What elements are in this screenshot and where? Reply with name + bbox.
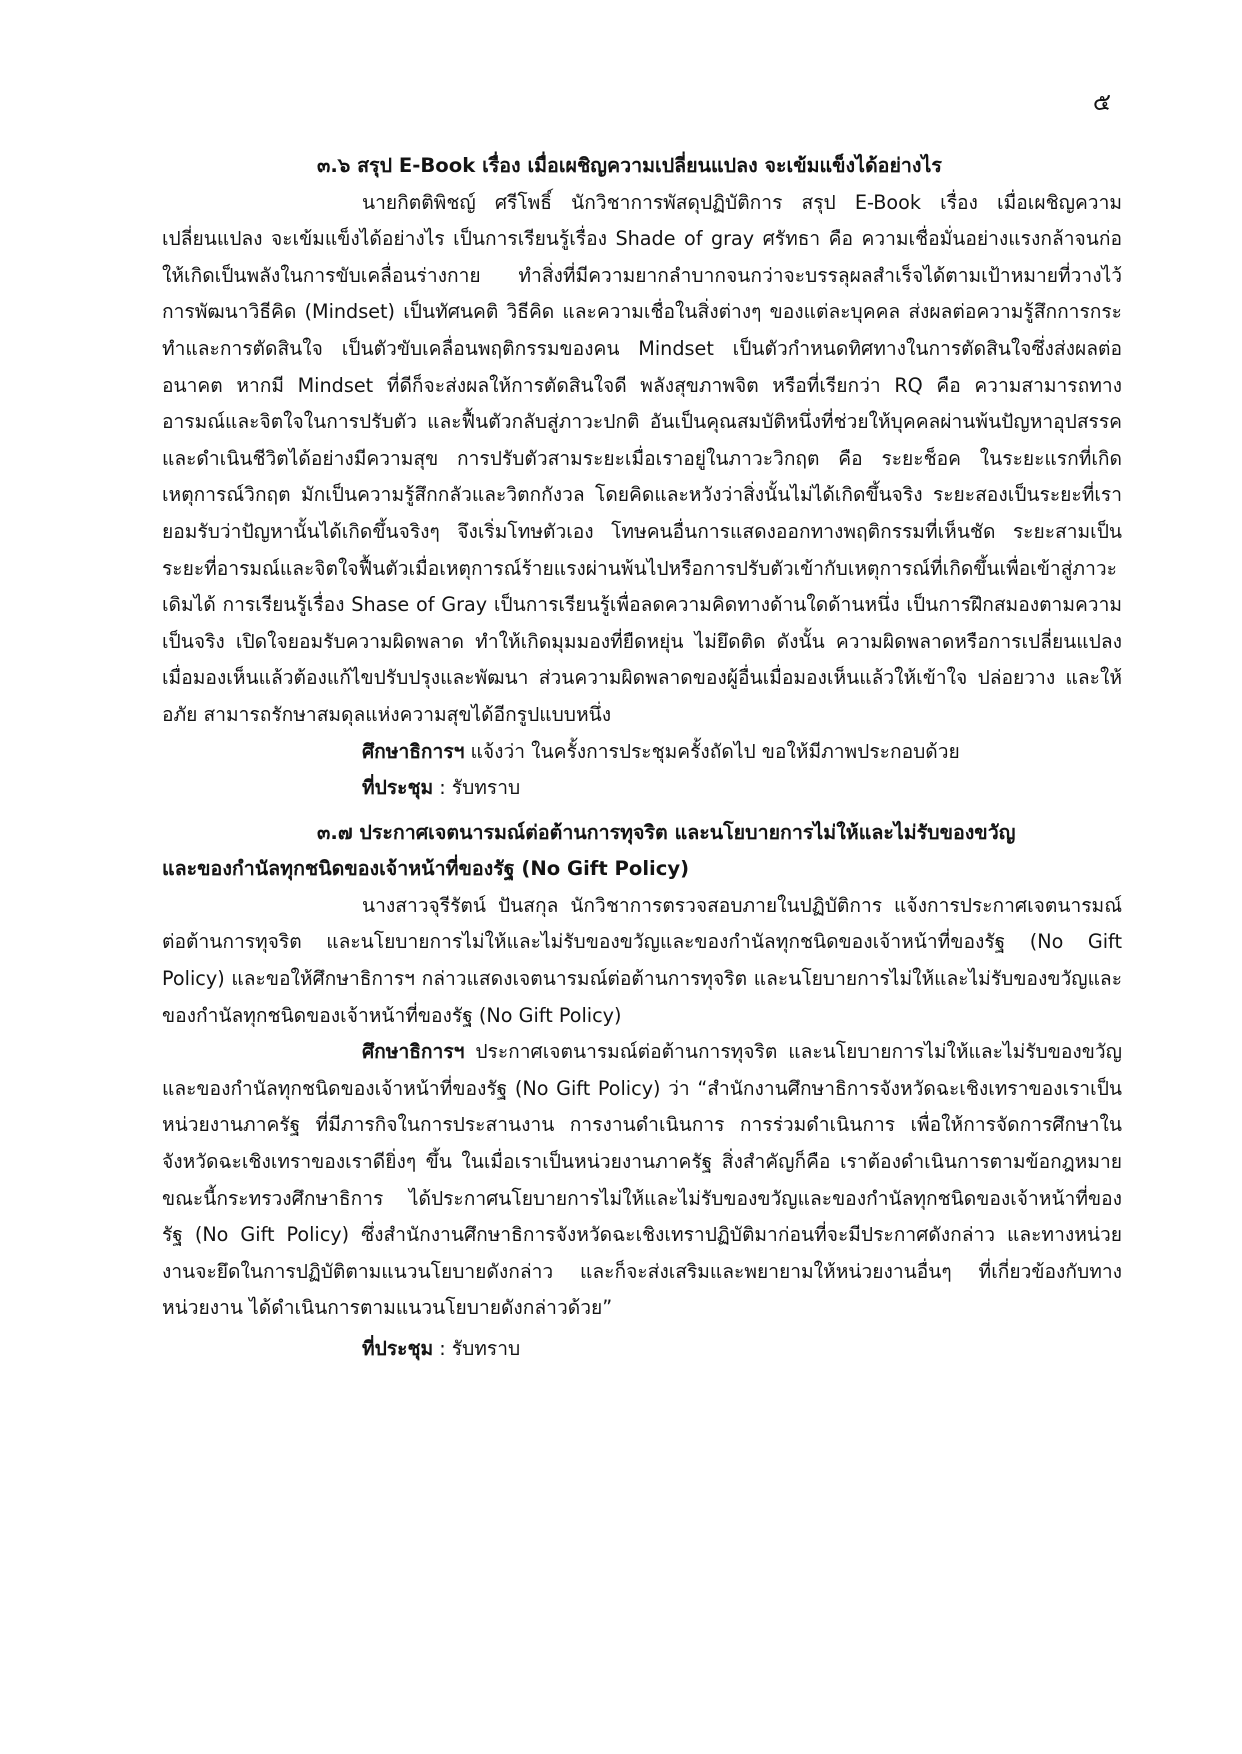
meeting-resolution (162, 770, 1122, 807)
section-body-paragraph: นายกิตติพิชญ์ ศรีโพธิ์ นักวิชาการพัสดุปฏิบัติการ สรุป E-Book เรื่อง เมื่อเผชิญความเปลี่ยนแปลง จะเข้มแข็งได้อย่างไร เป็นการเรียนรู้เรื่อง Shade of gray ศรัทธา คือ ความเชื่อมั่นอย่างแรงกล้าจนก่อให้เกิดเป็นพลังในการขับเคลื่อนร่างกาย ทำสิ่งที่มีความยากลำบากจนกว่าจะบรรลุผลสำเร็จได้ตามเป้าหมายที่วางไว้ การพัฒนาวิธีคิด (Mindset) เป็นทัศนคติ วิธีคิด และความเชื่อในสิ่งต่างๆ ของแต่ละบุคคล ส่งผลต่อความรู้สึกการกระทำและการตัดสินใจ เป็นตัวขับเคลื่อนพฤติกรรมของคน Mindset เป็นตัวกำหนดทิศทางในการตัดสินใจซึ่งส่งผลต่ออนาคต หากมี Mindset ที่ดีก็จะส่งผลให้การตัดสินใจดี พลังสุขภาพจิต หรือที่เรียกว่า RQ คือ ความสามารถทางอารมณ์และจิตใจในการปรับตัว และฟื้นตัวกลับสู่ภาวะปกติ อันเป็นคุณสมบัติหนึ่งที่ช่วยให้บุคคลผ่านพ้นปัญหาอุปสรรคและดำเนินชีวิตได้อย่างมีความสุข การปรับตัวสามระยะเมื่อเราอยู่ในภาวะวิกฤต คือ ระยะช็อค ในระยะแรกที่เกิดเหตุการณ์วิกฤต มักเป็นความรู้สึกกลัวและวิตกกังวล โดยคิดและหวังว่าสิ่งนั้นไม่ได้เกิดขึ้นจริง ระยะสองเป็นระยะที่เรายอมรับว่าปัญหานั้นได้เกิดขึ้นจริงๆ จึงเริ่มโทษตัวเอง โทษคนอื่นการแสดงออกทางพฤติกรรมที่เห็นชัด ระยะสามเป็นระยะที่อารมณ์และจิตใจฟื้นตัวเมื่อเหตุการณ์ร้ายแรงผ่านพ้นไปหรือการปรับตัวเข้ากับเหตุการณ์ที่เกิดขึ้นเพื่อเข้าสู่ภาวะเดิมได้ การเรียนรู้เรื่อง Shase of Gray เป็นการเรียนรู้เพื่อลดความคิดทางด้านใดด้านหนึ่ง เป็นการฝึกสมองตามความเป็นจริง เปิดใจยอมรับความผิดพลาด ทำให้เกิดมุมมองที่ยืดหยุ่น ไม่ยึดติด ดังนั้น ความผิดพลาดหรือการเปลี่ยนแปลงเมื่อมองเห็นแล้วต้องแก้ไขปรับปรุงและพัฒนา ส่วนความผิดพลาดของผู้อื่นเมื่อมองเห็นแล้วให้เข้าใจ ปล่อยวาง และให้อภัย สามารถรักษาสมดุลแห่งความสุขได้อีกรูปแบบหนึ่ง (162, 190, 1122, 726)
section-heading: ๓.๗ ประกาศเจตนารมณ์ต่อต้านการทุจริต และนโยบายการไม่ให้และไม่รับของขวัญ (317, 820, 1016, 844)
director-statement (162, 1034, 1122, 1327)
meeting-resolution-text: : รับทราบ (433, 1337, 521, 1360)
page-number: ๕ (1092, 88, 1112, 116)
director-label: ศึกษาธิการฯ (362, 739, 465, 763)
section-3-7 (162, 815, 1122, 1368)
document-content (162, 148, 1122, 1368)
meeting-label: ที่ประชุม (362, 776, 434, 800)
section-spacer (162, 807, 1122, 815)
meeting-label: ที่ประชุม (362, 1337, 434, 1360)
section-3-6 (162, 148, 1122, 807)
section-body-paragraph: นางสาวจุรีรัตน์ ปันสกุล นักวิชาการตรวจสอบภายในปฏิบัติการ แจ้งการประกาศเจตนารมณ์ต่อต้านการทุจริต และนโยบายการไม่ให้และไม่รับของขวัญและของกำนัลทุกชนิดของเจ้าหน้าที่ของรัฐ (No Gift Policy) และขอให้ศึกษาธิการฯ กล่าวแสดงเจตนารมณ์ต่อต้านการทุจริต และนโยบายการไม่ให้และไม่รับของขวัญและของกำนัลทุกชนิดของเจ้าหน้าที่ของรัฐ (No Gift Policy) (162, 893, 1122, 1027)
section-heading-continued: และของกำนัลทุกชนิดของเจ้าหน้าที่ของรัฐ (No Gift Policy) (162, 857, 690, 881)
director-remark (162, 734, 1122, 771)
meeting-resolution (162, 1331, 1122, 1368)
director-remark-text: แจ้งว่า ในครั้งการประชุมครั้งถัดไป ขอให้มีภาพประกอบด้วย (464, 739, 960, 763)
director-label: ศึกษาธิการฯ (362, 1040, 465, 1064)
director-statement-text: ประกาศเจตนารมณ์ต่อต้านการทุจริต และนโยบายการไม่ให้และไม่รับของขวัญและของกำนัลทุกชนิดของเจ้าหน้าที่ของรัฐ (No Gift Policy) ว่า “สำนักงานศึกษาธิการจังหวัดฉะเชิงเทราของเราเป็นหน่วยงานภาครัฐ ที่มีภารกิจในการประสานงาน การงานดำเนินการ การร่วมดำเนินการ เพื่อให้การจัดการศึกษาในจังหวัดฉะเชิงเทราของเราดียิ่งๆ ขึ้น ในเมื่อเราเป็นหน่วยงานภาครัฐ สิ่งสำคัญก็คือ เราต้องดำเนินการตามข้อกฎหมาย ขณะนี้กระทรวงศึกษาธิการ ได้ประกาศนโยบายการไม่ให้และไม่รับของขวัญและของกำนัลทุกชนิดของเจ้าหน้าที่ของรัฐ (No Gift Policy) ซึ่งสำนักงานศึกษาธิการจังหวัดฉะเชิงเทราปฏิบัติมาก่อนที่จะมีประกาศดังกล่าว และทางหน่วยงานจะยึดในการปฏิบัติตามแนวนโยบายดังกล่าว และก็จะส่งเสริมและพยายามให้หน่วยงานอื่นๆ ที่เกี่ยวข้องกับทางหน่วยงาน ได้ดำเนินการตามแนวนโยบายดังกล่าวด้วย” (162, 1040, 1122, 1320)
meeting-resolution-text: : รับทราบ (433, 776, 521, 800)
section-heading: ๓.๖ สรุป E-Book เรื่อง เมื่อเผชิญความเปลี่ยนแปลง จะเข้มแข็งได้อย่างไร (317, 154, 942, 177)
